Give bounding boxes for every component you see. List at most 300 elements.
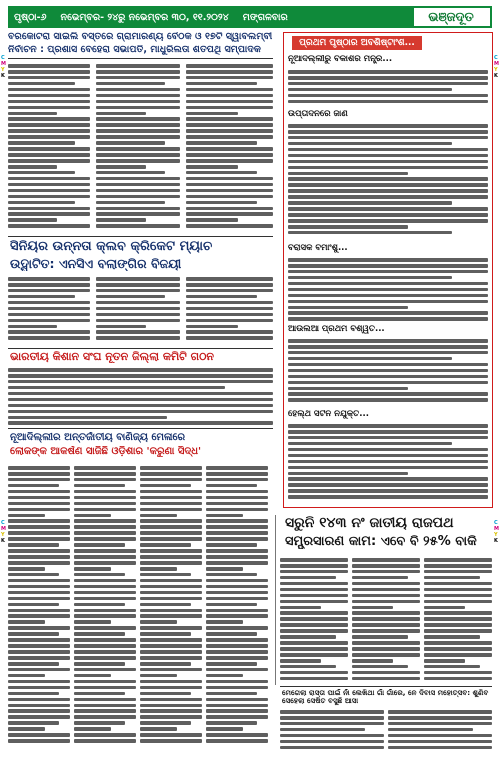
- text-line: [8, 165, 57, 169]
- text-line: [8, 112, 57, 116]
- text-line: [280, 734, 384, 738]
- text-line: [352, 576, 408, 580]
- text-line: [74, 709, 136, 713]
- text-line: [206, 484, 257, 488]
- text-line: [140, 579, 202, 583]
- text-line: [206, 674, 243, 678]
- trade-fair-column-4: [206, 464, 268, 748]
- text-line: [8, 94, 90, 98]
- text-line: [388, 722, 492, 726]
- text-line: [288, 276, 452, 280]
- text-line: [74, 704, 136, 708]
- text-line: [288, 369, 488, 373]
- text-line: [288, 231, 452, 235]
- text-line: [352, 671, 420, 675]
- text-line: [8, 313, 90, 317]
- text-line: [288, 88, 452, 92]
- text-line: [206, 668, 268, 672]
- text-line: [74, 721, 125, 725]
- text-line: [288, 351, 488, 355]
- masthead-bar: [8, 6, 414, 28]
- continued-sub-3: ବିରାସକ ବିମାଂଶୁ...: [288, 244, 348, 253]
- text-line: [186, 123, 273, 127]
- bottom-strip-column-1: [280, 708, 384, 752]
- text-line: [8, 555, 70, 559]
- text-line: [206, 662, 257, 666]
- text-line: [288, 219, 488, 223]
- text-line: [74, 555, 136, 559]
- continued-text-5: [288, 422, 488, 504]
- text-line: [140, 692, 191, 696]
- text-line: [352, 641, 420, 645]
- text-line: [140, 674, 177, 678]
- story-1-column-2: [96, 62, 180, 232]
- text-line: [96, 129, 180, 133]
- text-line: [288, 136, 488, 140]
- text-line: [352, 606, 393, 610]
- text-line: [96, 212, 180, 216]
- text-line: [8, 549, 70, 553]
- text-line: [74, 591, 136, 595]
- text-line: [8, 307, 90, 311]
- text-line: [8, 508, 70, 512]
- text-line: [186, 106, 273, 110]
- text-line: [206, 727, 243, 731]
- text-line: [140, 585, 202, 589]
- text-line: [74, 519, 136, 523]
- text-line: [8, 153, 90, 157]
- text-line: [8, 543, 59, 547]
- text-line: [424, 647, 492, 651]
- text-line: [206, 478, 268, 482]
- text-line: [140, 668, 202, 672]
- text-line: [186, 336, 273, 340]
- text-line: [140, 478, 202, 482]
- text-line: [96, 183, 180, 187]
- text-line: [96, 189, 180, 193]
- text-line: [206, 496, 268, 500]
- text-line: [352, 594, 420, 598]
- text-line: [186, 94, 273, 98]
- text-line: [288, 387, 408, 391]
- text-line: [96, 289, 180, 293]
- text-line: [8, 567, 45, 571]
- text-line: [74, 715, 136, 719]
- text-line: [288, 317, 488, 321]
- text-line: [140, 727, 177, 731]
- text-line: [424, 677, 492, 681]
- text-line: [186, 224, 273, 228]
- trade-fair-column-3: [140, 464, 202, 748]
- highway-column-1: [280, 556, 348, 682]
- text-line: [186, 171, 257, 175]
- text-line: [96, 70, 180, 74]
- text-line: [74, 609, 136, 613]
- text-line: [424, 576, 480, 580]
- text-line: [288, 424, 488, 428]
- text-line: [206, 650, 268, 654]
- text-line: [206, 519, 268, 523]
- text-line: [96, 177, 180, 181]
- text-line: [186, 295, 257, 299]
- text-line: [140, 603, 191, 607]
- text-line: [352, 653, 420, 657]
- text-line: [8, 674, 45, 678]
- text-line: [74, 733, 136, 737]
- text-line: [388, 716, 492, 720]
- text-line: [280, 641, 348, 645]
- divider: [8, 236, 273, 237]
- text-line: [424, 671, 492, 675]
- text-line: [8, 597, 70, 601]
- text-line: [96, 171, 165, 175]
- continued-text-1: [288, 68, 488, 108]
- continued-text-4: [288, 337, 488, 407]
- text-line: [280, 611, 348, 615]
- text-line: [74, 585, 136, 589]
- text-line: [140, 698, 202, 702]
- text-line: [206, 686, 268, 690]
- text-line: [424, 588, 492, 592]
- text-line: [280, 647, 348, 651]
- text-line: [288, 442, 452, 446]
- text-line: [8, 715, 70, 719]
- text-line: [352, 570, 420, 574]
- text-line: [206, 537, 268, 541]
- cricket-column-1: [8, 275, 90, 345]
- text-line: [206, 638, 268, 642]
- text-line: [8, 201, 75, 205]
- text-line: [186, 177, 273, 181]
- text-line: [206, 561, 268, 565]
- text-line: [288, 177, 488, 181]
- text-line: [206, 609, 268, 613]
- text-line: [96, 330, 180, 334]
- text-line: [8, 195, 90, 199]
- text-line: [424, 611, 492, 615]
- text-line: [140, 620, 177, 624]
- text-line: [424, 635, 480, 639]
- text-line: [288, 357, 452, 361]
- text-line: [8, 686, 70, 690]
- text-line: [8, 704, 70, 708]
- text-line: [288, 207, 488, 211]
- text-line: [424, 665, 480, 669]
- text-line: [186, 70, 273, 74]
- text-line: [140, 543, 191, 547]
- text-line: [288, 172, 408, 176]
- text-line: [140, 514, 177, 518]
- text-line: [8, 277, 90, 281]
- text-line: [206, 525, 268, 529]
- text-line: [8, 336, 90, 340]
- text-line: [96, 336, 180, 340]
- text-line: [140, 502, 202, 506]
- trade-fair-headline-line-2: ଲୋକଙ୍କ ଆକର୍ଷଣ ସାଜିଛି ଓଡ଼ିଶାର 'କରୁଣା ସିଦ୍ଧ': [10, 446, 202, 457]
- text-line: [74, 567, 111, 571]
- cricket-headline-line-2: ଉଦ୍ଘାଟିତ: ଏନସିଏ ବଲାଙ୍ଗିର ବିଜୟୀ: [10, 257, 182, 271]
- text-line: [140, 591, 202, 595]
- text-line: [288, 225, 408, 229]
- text-line: [96, 218, 146, 222]
- text-line: [8, 171, 75, 175]
- text-line: [96, 277, 180, 281]
- text-line: [140, 490, 202, 494]
- text-line: [288, 306, 408, 310]
- text-line: [8, 183, 90, 187]
- text-line: [8, 733, 70, 737]
- text-line: [74, 662, 125, 666]
- text-line: [8, 496, 70, 500]
- text-line: [186, 319, 273, 323]
- text-line: [186, 76, 273, 80]
- text-line: [288, 288, 488, 292]
- text-line: [206, 567, 243, 571]
- text-line: [140, 662, 191, 666]
- text-line: [352, 665, 408, 669]
- divider: [275, 515, 276, 685]
- text-line: [74, 573, 125, 577]
- text-line: [74, 644, 136, 648]
- text-line: [74, 727, 111, 731]
- text-line: [288, 477, 488, 481]
- issue-date: ନଭେମ୍ବର- ୨୪ରୁ ନଭେମ୍ବର ୩୦, ୧୧.୨୦୨୪: [60, 11, 229, 23]
- text-line: [186, 301, 273, 305]
- bottom-strip-headline: ମେଗେଲା ରାସ୍ତା ପାଇଁ ନାଁ ଲେଖିଥା ଗାଁ ଗାଁରେ, ନେ ଦିବାସ ମହୋତ୍ସବ: ଶୁଣିବ ସେହେଲା ସେଷିତ ବସୁଛି ଆସା: [282, 689, 489, 705]
- text-line: [424, 564, 492, 568]
- text-line: [186, 82, 257, 86]
- text-line: [74, 626, 136, 630]
- text-line: [74, 650, 136, 654]
- text-line: [74, 543, 125, 547]
- masthead: [8, 6, 492, 28]
- text-line: [186, 307, 273, 311]
- text-line: [8, 380, 273, 384]
- text-line: [74, 614, 136, 618]
- text-line: [288, 495, 488, 499]
- text-line: [96, 88, 180, 92]
- text-line: [352, 558, 420, 562]
- text-line: [206, 644, 268, 648]
- kisan-text: [8, 366, 273, 426]
- text-line: [206, 733, 268, 737]
- text-line: [280, 617, 348, 621]
- text-line: [352, 600, 420, 604]
- text-line: [186, 112, 238, 116]
- text-line: [206, 514, 243, 518]
- text-line: [8, 129, 90, 133]
- text-line: [140, 567, 177, 571]
- text-line: [8, 189, 90, 193]
- text-line: [140, 609, 202, 613]
- registration-marks-left: C M Y K: [1, 55, 6, 79]
- text-line: [424, 629, 492, 633]
- text-line: [8, 325, 57, 329]
- text-line: [206, 721, 257, 725]
- text-line: [8, 620, 45, 624]
- text-line: [280, 659, 321, 663]
- text-line: [288, 381, 488, 385]
- text-line: [74, 549, 136, 553]
- text-line: [288, 300, 488, 304]
- text-line: [96, 135, 180, 139]
- text-line: [288, 258, 488, 262]
- continued-sub-1: ନୂଆଦିଲ୍ଲୀରୁ ବିକାଶର ମନ୍ତ୍ର...: [288, 55, 393, 64]
- text-line: [186, 313, 273, 317]
- text-line: [8, 141, 75, 145]
- text-line: [74, 531, 136, 535]
- text-line: [288, 282, 488, 286]
- text-line: [280, 635, 336, 639]
- text-line: [96, 283, 180, 287]
- brand-name: ଭଞ୍ଜଦୂତ: [428, 9, 474, 25]
- cricket-headline-line-1: ସିନିୟର ଉନ୍ନତା କ୍ଲବ କ୍ରିକେଟ ମ୍ୟାଚ: [10, 240, 213, 254]
- text-line: [288, 183, 488, 187]
- text-line: [140, 496, 202, 500]
- text-line: [288, 375, 488, 379]
- text-line: [8, 484, 59, 488]
- text-line: [140, 561, 202, 565]
- text-line: [280, 594, 348, 598]
- text-line: [8, 76, 90, 80]
- text-line: [8, 650, 70, 654]
- text-line: [288, 160, 488, 164]
- text-line: [96, 159, 180, 163]
- text-line: [140, 484, 191, 488]
- text-line: [288, 270, 488, 274]
- text-line: [8, 573, 59, 577]
- text-line: [388, 728, 473, 732]
- text-line: [96, 207, 180, 211]
- text-line: [74, 686, 136, 690]
- text-line: [8, 398, 273, 402]
- text-line: [8, 490, 70, 494]
- text-line: [352, 582, 420, 586]
- text-line: [288, 94, 488, 98]
- text-line: [288, 201, 452, 205]
- text-line: [8, 680, 70, 684]
- text-line: [186, 325, 238, 329]
- text-line: [140, 466, 202, 470]
- text-line: [140, 472, 202, 476]
- weekday: ମଙ୍ଗଳବାର: [242, 11, 288, 23]
- text-line: [186, 88, 273, 92]
- text-line: [288, 472, 408, 476]
- text-line: [96, 307, 180, 311]
- text-line: [140, 519, 202, 523]
- text-line: [288, 311, 488, 315]
- text-line: [8, 662, 59, 666]
- text-line: [424, 600, 492, 604]
- text-line: [206, 739, 268, 743]
- text-line: [388, 740, 492, 744]
- text-line: [8, 668, 70, 672]
- text-line: [140, 686, 202, 690]
- text-line: [206, 573, 257, 577]
- story-1-headline-line-2: ନିର୍ବାଚନ : ପ୍ରଶାସ ବେହେରା ସଭାପତି, ମାଧୁରିଲତା ଶତପଥି ସମ୍ପାଦକ: [8, 45, 261, 55]
- text-line: [74, 490, 136, 494]
- text-line: [8, 330, 90, 334]
- text-line: [206, 698, 268, 702]
- text-line: [74, 478, 136, 482]
- text-line: [8, 579, 70, 583]
- text-line: [140, 525, 202, 529]
- text-line: [96, 313, 180, 317]
- text-line: [8, 283, 90, 287]
- text-line: [74, 692, 125, 696]
- text-line: [280, 716, 384, 720]
- text-line: [206, 579, 268, 583]
- text-line: [74, 525, 136, 529]
- brand-logo: [414, 6, 492, 28]
- text-line: [388, 746, 492, 750]
- text-line: [8, 159, 90, 163]
- text-line: [288, 154, 488, 158]
- text-line: [206, 704, 268, 708]
- text-line: [186, 289, 273, 293]
- text-line: [8, 82, 75, 86]
- text-line: [8, 561, 70, 565]
- text-line: [280, 588, 348, 592]
- text-line: [8, 106, 90, 110]
- text-line: [8, 421, 273, 425]
- text-line: [288, 130, 488, 134]
- text-line: [288, 363, 488, 367]
- text-line: [8, 319, 90, 323]
- text-line: [8, 301, 90, 305]
- text-line: [96, 76, 180, 80]
- text-line: [74, 472, 136, 476]
- text-line: [8, 386, 225, 390]
- text-line: [206, 597, 268, 601]
- text-line: [74, 514, 111, 518]
- text-line: [96, 224, 180, 228]
- text-line: [96, 106, 180, 110]
- text-line: [352, 647, 420, 651]
- text-line: [96, 195, 180, 199]
- highway-column-3: [424, 556, 492, 682]
- text-line: [8, 64, 90, 68]
- text-line: [8, 374, 273, 378]
- text-line: [186, 129, 273, 133]
- text-line: [186, 195, 273, 199]
- text-line: [424, 641, 492, 645]
- text-line: [352, 629, 420, 633]
- text-line: [280, 722, 384, 726]
- text-line: [74, 508, 136, 512]
- text-line: [206, 715, 268, 719]
- text-line: [8, 519, 70, 523]
- text-line: [74, 537, 136, 541]
- kisan-headline: ଭାରତୀୟ କିଶାନ ସଂଘ ନୂତନ ଜିଲ୍ଲା କମିଟି ଗଠନ: [10, 351, 215, 363]
- text-line: [8, 692, 59, 696]
- highway-headline-line-1: ସରୁନି ୧୪୩ ନଂ ଜାତୀୟ ରାଜପଥ: [285, 516, 454, 531]
- text-line: [8, 368, 273, 372]
- text-line: [186, 218, 238, 222]
- registration-marks-right-lower: C M Y K: [494, 520, 499, 544]
- text-line: [288, 466, 488, 470]
- text-line: [280, 629, 348, 633]
- text-line: [186, 189, 273, 193]
- text-line: [186, 165, 238, 169]
- text-line: [140, 704, 202, 708]
- text-line: [288, 345, 488, 349]
- text-line: [140, 614, 202, 618]
- text-line: [186, 330, 273, 334]
- divider: [8, 428, 273, 429]
- text-line: [424, 558, 492, 562]
- text-line: [288, 70, 488, 74]
